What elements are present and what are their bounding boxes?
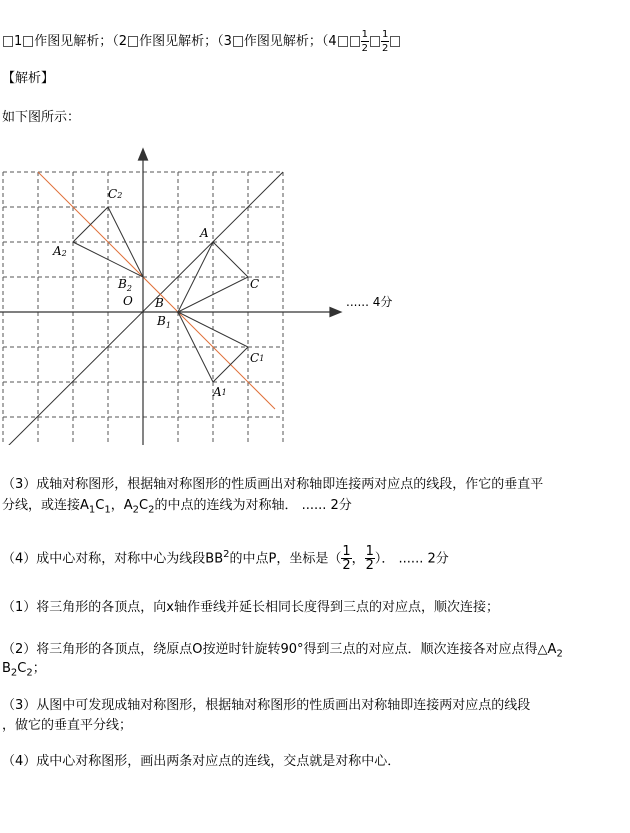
explain-3-line1: （3）从图中可发现成轴对称图形，根据轴对称图形的性质画出对称轴即连接两对应点的线段 xyxy=(2,698,531,713)
label-b2-main: B xyxy=(118,277,127,291)
y-axis-arrow-icon xyxy=(139,149,148,160)
missing-glyph-icon xyxy=(370,36,380,47)
label-a1 xyxy=(212,385,227,399)
explain-1: （1）将三角形的各顶点，向x轴作垂线并延长相同长度得到三点的对应点，顺次连接； xyxy=(2,600,499,615)
explain-2-c-sub: 2 xyxy=(26,667,33,679)
label-c2 xyxy=(108,187,122,201)
para4 xyxy=(2,540,449,574)
explain-2-b: B xyxy=(2,661,11,676)
coord-x-fraction xyxy=(341,545,351,572)
explain-4: （4）成中心对称图形，画出两条对应点的连线，交点就是对称中心． xyxy=(2,754,401,769)
answer-text-3: 作图见解析；（4 xyxy=(243,34,337,49)
label-b: B xyxy=(155,296,164,310)
label-c: C xyxy=(250,277,260,291)
answer-fraction-2 xyxy=(381,28,389,55)
missing-glyph-icon xyxy=(3,36,13,47)
answer-num-1: 1 xyxy=(14,34,23,49)
answer-fraction-1 xyxy=(361,28,369,55)
label-b2-sub: 2 xyxy=(126,284,132,293)
label-b1-sub: 1 xyxy=(165,321,171,330)
explain-3-line2: ，做它的垂直平分线； xyxy=(2,718,133,733)
para4-comma: ， xyxy=(351,551,365,567)
explain-2-sub: 2 xyxy=(556,648,563,660)
para3-line1: （3）成轴对称图形，根据轴对称图形的性质画出对称轴即连接两对应点的线段，作它的垂直平 xyxy=(2,477,544,492)
frac-den: 2 xyxy=(361,43,368,54)
missing-glyph-icon xyxy=(23,36,33,47)
answer-text-1: 作图见解析；（2 xyxy=(34,34,128,49)
para3-sub-2: 1 xyxy=(104,504,111,516)
para3-text-d: C xyxy=(139,498,149,513)
label-a: A xyxy=(200,226,209,240)
label-o: O xyxy=(123,294,133,308)
frac-num: 1 xyxy=(365,544,374,560)
label-c1-sub: 1 xyxy=(259,354,265,363)
label-a1-main: A xyxy=(213,385,222,399)
para3-text-e: 的中点的连线为对称轴． ...... 2分 xyxy=(154,498,352,513)
label-c2-sub: 2 xyxy=(117,191,123,200)
para3-text-c: ，A xyxy=(110,498,133,513)
para4-text-c: ）． ...... 2分 xyxy=(374,551,449,567)
label-c1 xyxy=(250,351,264,365)
missing-glyph-icon xyxy=(350,36,360,47)
para3-text-a: 分线，或连接A xyxy=(2,498,89,513)
section-title: 【解析】 xyxy=(2,71,55,86)
para4-text-b: 的中点P，坐标是（ xyxy=(229,551,342,567)
label-a2-main: A xyxy=(53,244,62,258)
answer-line xyxy=(2,28,401,55)
para3-text-b: C xyxy=(95,498,105,513)
x-axis-arrow-icon xyxy=(330,308,341,317)
answer-text-2: 作图见解析；（3 xyxy=(139,34,232,49)
explain-2-line2 xyxy=(2,660,46,683)
frac-den: 2 xyxy=(365,558,374,574)
explain-2-b-sub: 2 xyxy=(10,667,18,679)
label-b1 xyxy=(156,314,171,330)
explain-2-end: ； xyxy=(32,661,46,676)
intro-text: 如下图所示： xyxy=(2,110,81,125)
coord-y-fraction xyxy=(365,545,375,572)
para3-sub-4: 2 xyxy=(148,504,155,516)
para3-sub-1: 1 xyxy=(88,504,96,516)
label-a2-sub: 2 xyxy=(61,249,67,258)
frac-den: 2 xyxy=(342,558,351,574)
missing-glyph-icon xyxy=(233,36,243,47)
coordinate-figure xyxy=(0,145,630,445)
frac-num: 1 xyxy=(361,29,368,40)
missing-glyph-icon xyxy=(390,36,400,47)
symmetry-axis-line xyxy=(38,172,275,409)
para3-sub-3: 2 xyxy=(132,504,140,516)
explain-2-line1 xyxy=(2,641,563,664)
label-c1-main: C xyxy=(250,351,260,365)
axes xyxy=(0,149,341,445)
label-a2 xyxy=(52,244,67,258)
label-b1-main: B xyxy=(157,314,166,328)
frac-den: 2 xyxy=(382,43,389,54)
missing-glyph-icon xyxy=(128,36,138,47)
para4-text-a: （4）成中心对称，对称中心为线段BB xyxy=(2,551,224,567)
score-note: ...... 4分 xyxy=(346,295,393,309)
para4-sup: 2 xyxy=(223,549,230,560)
label-c2-main: C xyxy=(108,187,118,201)
para3-line2 xyxy=(2,497,352,520)
frac-num: 1 xyxy=(382,29,389,40)
missing-glyph-icon xyxy=(338,36,348,47)
label-a1-sub: 1 xyxy=(221,388,227,397)
explain-2-c: C xyxy=(17,661,27,676)
explain-2-text: （2）将三角形的各顶点，绕原点O按逆时针旋转90°得到三点的对应点．顺次连接各对应点得△A xyxy=(2,642,557,657)
label-b2 xyxy=(117,277,132,293)
frac-num: 1 xyxy=(342,544,351,560)
